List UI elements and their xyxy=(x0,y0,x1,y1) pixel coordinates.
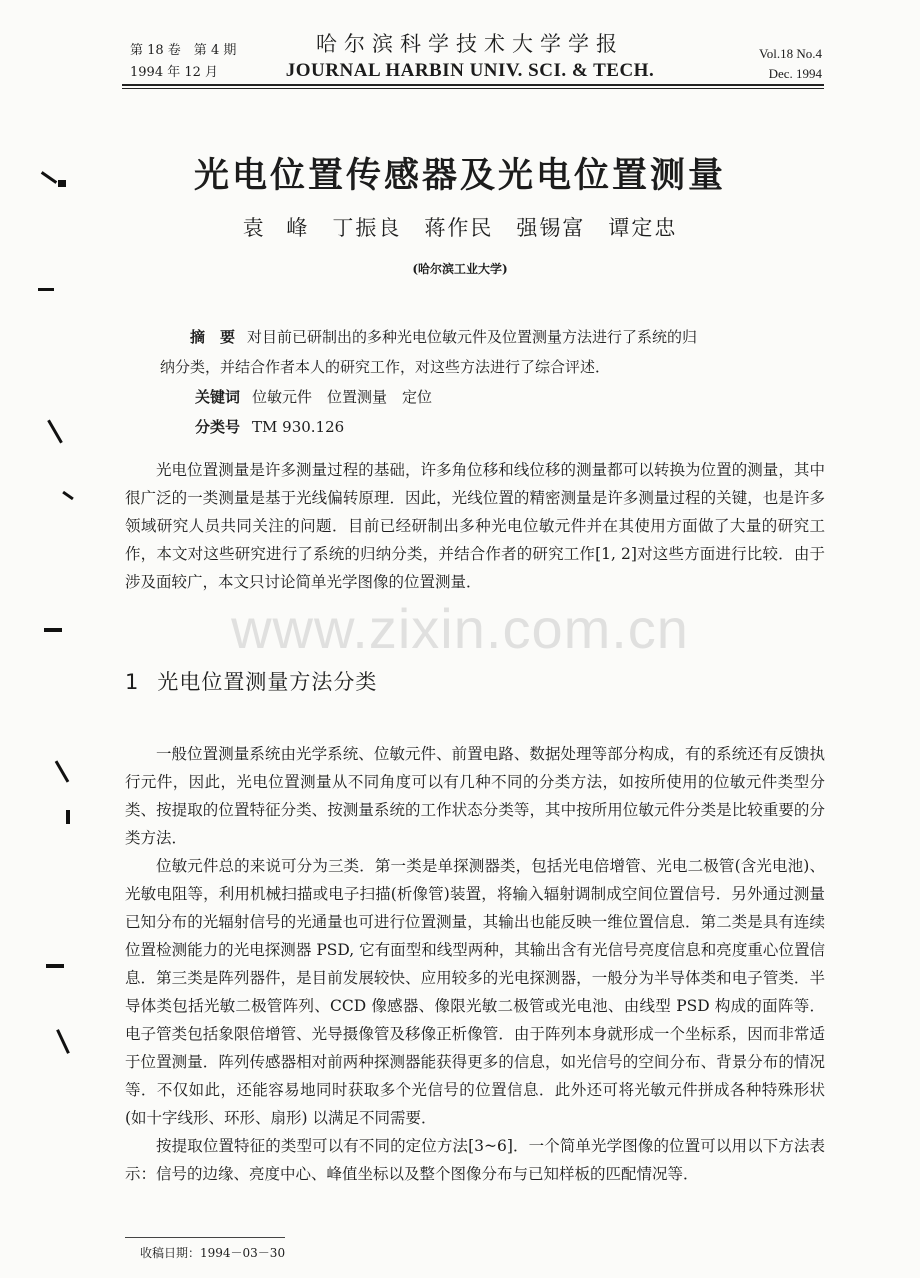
date-cn: 1994 年 12 月 xyxy=(130,65,219,80)
journal-name xyxy=(260,30,680,84)
section-body xyxy=(125,740,825,1188)
scan-mark xyxy=(47,419,63,443)
section-number: 1 xyxy=(125,670,140,694)
date-en: Dec. 1994 xyxy=(768,66,822,81)
abstract-block xyxy=(160,322,800,442)
classification-line xyxy=(160,412,800,442)
header-rule-thin xyxy=(122,88,824,89)
volume-issue-en: Vol.18 No.4 xyxy=(759,46,822,61)
journal-name-cn: 哈尔滨科学技术大学学报 xyxy=(316,32,624,56)
watermark: www.zixin.com.cn xyxy=(231,597,689,660)
received-date-footnote: 收稿日期：1994－03－30 xyxy=(140,1246,286,1260)
section-title: 光电位置测量方法分类 xyxy=(157,670,378,694)
classification-value: TM 930.126 xyxy=(252,418,345,436)
section-heading xyxy=(125,666,377,696)
paper-title: 光电位置传感器及光电位置测量 xyxy=(193,156,726,196)
scan-mark xyxy=(58,180,66,187)
section-paragraph-2: 位敏元件总的来说可分为三类．第一类是单探测器类，包括光电倍增管、光电二极管(含光电池)、光敏电阻等，利用机械扫描或电子扫描(析像管)装置，将输入辐射调制成空间位置信号．另外通过测量已知分布的光辐射信号的光通量也可进行位置测量，其输出也能反映一维位置信息．第二类是具有连续位置检测能力的光电探测器 PSD, 它有面型和线型两种，其输出含有光信号亮度信息和亮度重心位置信息．第三类是阵列器件，是目前发展较快、应用较多的光电探测器，一般分为半导体类和电子管类．半导体类包括光敏二极管阵列、CCD 像感器、像限光敏二极管或光电池、由线型 PSD 构成的面阵等．电子管类包括象限倍增管、光导摄像管及移像正析像管．由于阵列本身就形成一个坐标系，因而非常适于位置测量．阵列传感器相对前两种探测器能获得更多的信息，如光信号的空间分布、背景分布的情况等．不仅如此，还能容易地同时获取多个光信号的位置信息．此外还可将光敏元件拼成各种特殊形状(如十字线形、环形、扇形) 以满足不同需要． xyxy=(125,857,825,1127)
classification-label: 分类号 xyxy=(195,418,241,436)
header-rule xyxy=(122,84,824,86)
scan-mark xyxy=(55,760,70,782)
scan-mark xyxy=(46,964,64,968)
intro-paragraph xyxy=(125,456,825,596)
keywords-label: 关键词 xyxy=(195,388,241,406)
volume-issue-cn: 第 18 卷 第 4 期 xyxy=(130,43,237,58)
abstract-label: 摘 要 xyxy=(190,328,236,346)
scan-mark xyxy=(38,288,54,291)
scan-mark xyxy=(44,628,62,632)
journal-issue-cn xyxy=(130,40,236,84)
paper-affiliation: (哈尔滨工业大学) xyxy=(412,262,508,276)
abstract-line-1 xyxy=(160,322,800,352)
keywords-line xyxy=(160,382,800,412)
keywords-value: 位敏元件 位置测量 定位 xyxy=(252,388,433,406)
scan-mark xyxy=(62,491,74,500)
scan-mark xyxy=(66,810,70,824)
paper-authors: 袁 峰 丁振良 蒋作民 强锡富 谭定忠 xyxy=(242,216,678,240)
journal-issue-en xyxy=(759,44,822,84)
intro-text: 光电位置测量是许多测量过程的基础，许多角位移和线位移的测量都可以转换为位置的测量，其中很广泛的一类测量是基于光线偏转原理．因此，光线位置的精密测量是许多测量过程的关键，也是许多领域研究人员共同关注的问题．目前已经研制出多种光电位敏元件并在其使用方面做了大量的研究工作，本文对这些研究进行了系统的归纳分类，并结合作者的研究工作[1, 2]对这些方面进行比较．由于涉及面较广，本文只讨论简单光学图像的位置测量． xyxy=(125,461,825,591)
footnote-rule xyxy=(125,1237,285,1238)
scan-mark xyxy=(56,1029,70,1054)
journal-name-en: JOURNAL HARBIN UNIV. SCI. & TECH. xyxy=(285,60,655,81)
section-paragraph-1: 一般位置测量系统由光学系统、位敏元件、前置电路、数据处理等部分构成，有的系统还有反馈执行元件，因此，光电位置测量从不同角度可以有几种不同的分类方法，如按所使用的位敏元件类型分类、按提取的位置特征分类、按测量系统的工作状态分类等，其中按所用位敏元件分类是比较重要的分类方法． xyxy=(125,745,825,847)
section-paragraph-3: 按提取位置特征的类型可以有不同的定位方法[3~6]．一个简单光学图像的位置可以用以下方法表示：信号的边缘、亮度中心、峰值坐标以及整个图像分布与已知样板的匹配情况等． xyxy=(125,1137,825,1183)
abstract-text-1: 对目前已研制出的多种光电位敏元件及位置测量方法进行了系统的归 xyxy=(247,328,698,346)
abstract-line-2: 纳分类，并结合作者本人的研究工作，对这些方法进行了综合评述． xyxy=(160,358,611,376)
